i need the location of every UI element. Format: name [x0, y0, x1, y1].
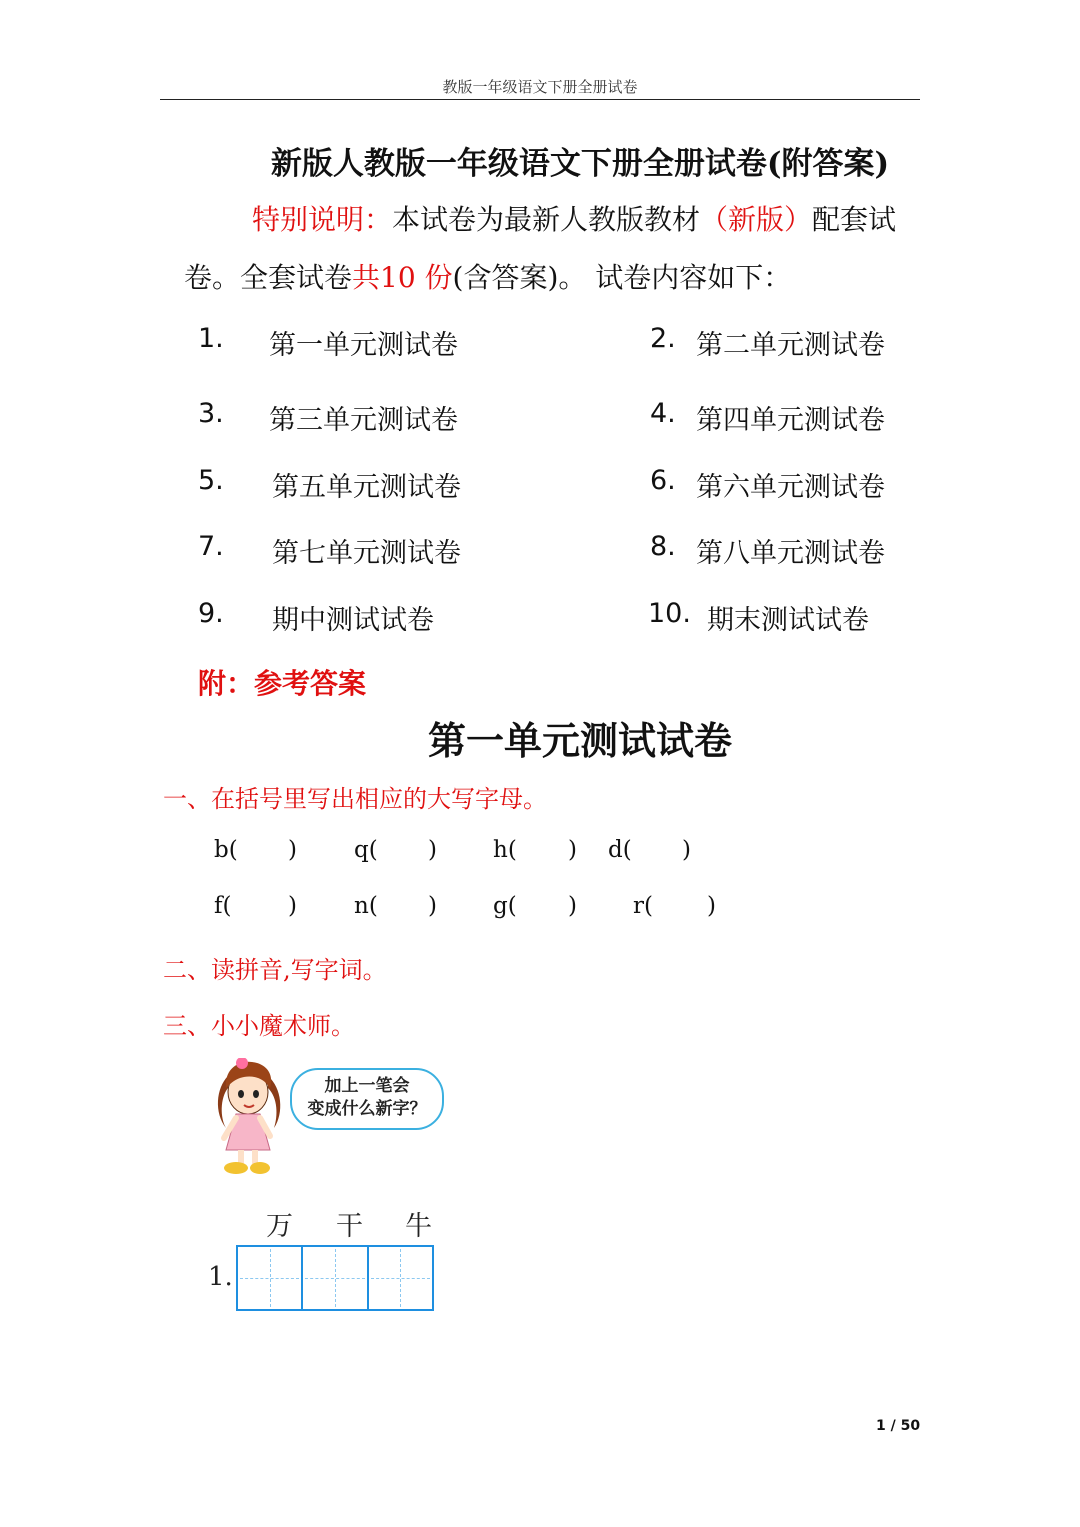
blank-q-close: ) [428, 837, 437, 863]
toc-item-2-label: 第二单元测试卷 [696, 330, 885, 361]
grid-char-2: 干 [336, 1211, 363, 1242]
toc-item-9-num: 9. [198, 598, 224, 629]
intro-edition: （新版） [700, 203, 813, 236]
intro-count: 共10 份 [352, 261, 453, 294]
toc-item-7-label: 第七单元测试卷 [272, 538, 461, 569]
writing-grid [236, 1245, 434, 1311]
grid-char-1: 万 [266, 1211, 293, 1242]
page-number: 1 / 50 [876, 1418, 921, 1434]
writing-cell[interactable] [238, 1247, 303, 1309]
bubble-line-2: 变成什么新字？ [307, 1099, 427, 1119]
blank-f-open: f( [214, 893, 232, 919]
running-header: 教版一年级语文下册全册试卷 [442, 78, 638, 96]
toc-item-5-label: 第五单元测试卷 [272, 472, 461, 503]
writing-cell[interactable] [303, 1247, 368, 1309]
blank-f-close: ) [288, 893, 297, 919]
speech-bubble [290, 1068, 444, 1130]
blank-q-open: q( [354, 837, 378, 863]
toc-item-4-num: 4. [650, 398, 676, 429]
intro-text-1: 本试卷为最新人教版教材 [392, 203, 701, 236]
header-divider [160, 99, 920, 100]
toc-item-9-label: 期中测试试卷 [272, 605, 434, 636]
intro-text-4: (含答案)。 试卷内容如下： [452, 261, 792, 294]
toc-item-8-label: 第八单元测试卷 [696, 538, 885, 569]
unit-title: 第一单元测试试卷 [427, 719, 732, 763]
question-3-heading: 三、小小魔术师。 [163, 1012, 355, 1040]
blank-b-close: ) [288, 837, 297, 863]
question-2-heading: 二、读拼音,写字词。 [163, 956, 387, 984]
toc-item-5-num: 5. [198, 465, 224, 496]
blank-n-close: ) [428, 893, 437, 919]
toc-item-1-label: 第一单元测试卷 [269, 330, 458, 361]
intro-label: 特别说明： [252, 203, 393, 236]
toc-item-3-num: 3. [198, 398, 224, 429]
blank-r-open: r( [633, 893, 653, 919]
document-title: 新版人教版一年级语文下册全册试卷(附答案) [270, 146, 890, 182]
appendix-answers-label: 附：参考答案 [198, 667, 367, 700]
toc-item-7-num: 7. [198, 531, 224, 562]
question-1-heading: 一、在括号里写出相应的大写字母。 [163, 785, 547, 813]
blank-r-close: ) [707, 893, 716, 919]
blank-d-close: ) [682, 837, 691, 863]
intro-line-1 [252, 198, 896, 238]
toc-item-8-num: 8. [650, 531, 676, 562]
blank-b-open: b( [214, 837, 238, 863]
intro-text-3: 卷。全套试卷 [184, 261, 353, 294]
blank-h-open: h( [493, 837, 517, 863]
toc-item-10-label: 期末测试试卷 [707, 605, 869, 636]
intro-line-2 [184, 256, 791, 296]
toc-item-6-label: 第六单元测试卷 [696, 472, 885, 503]
toc-item-4-label: 第四单元测试卷 [696, 405, 885, 436]
blank-n-open: n( [354, 893, 378, 919]
blank-d-open: d( [608, 837, 632, 863]
blank-g-open: g( [493, 893, 517, 919]
bubble-line-1: 加上一笔会 [324, 1076, 410, 1096]
toc-item-1-num: 1. [198, 323, 224, 354]
intro-text-2: 配套试 [812, 203, 897, 236]
toc-item-3-label: 第三单元测试卷 [269, 405, 458, 436]
toc-item-2-num: 2. [650, 323, 676, 354]
grid-row-number: 1. [208, 1262, 233, 1292]
blank-g-close: ) [568, 893, 577, 919]
toc-item-6-num: 6. [650, 465, 676, 496]
blank-h-close: ) [568, 837, 577, 863]
toc-item-10-num: 10. [648, 598, 691, 629]
grid-char-3: 牛 [405, 1211, 432, 1242]
girl-illustration [206, 1058, 298, 1178]
writing-cell[interactable] [369, 1247, 432, 1309]
